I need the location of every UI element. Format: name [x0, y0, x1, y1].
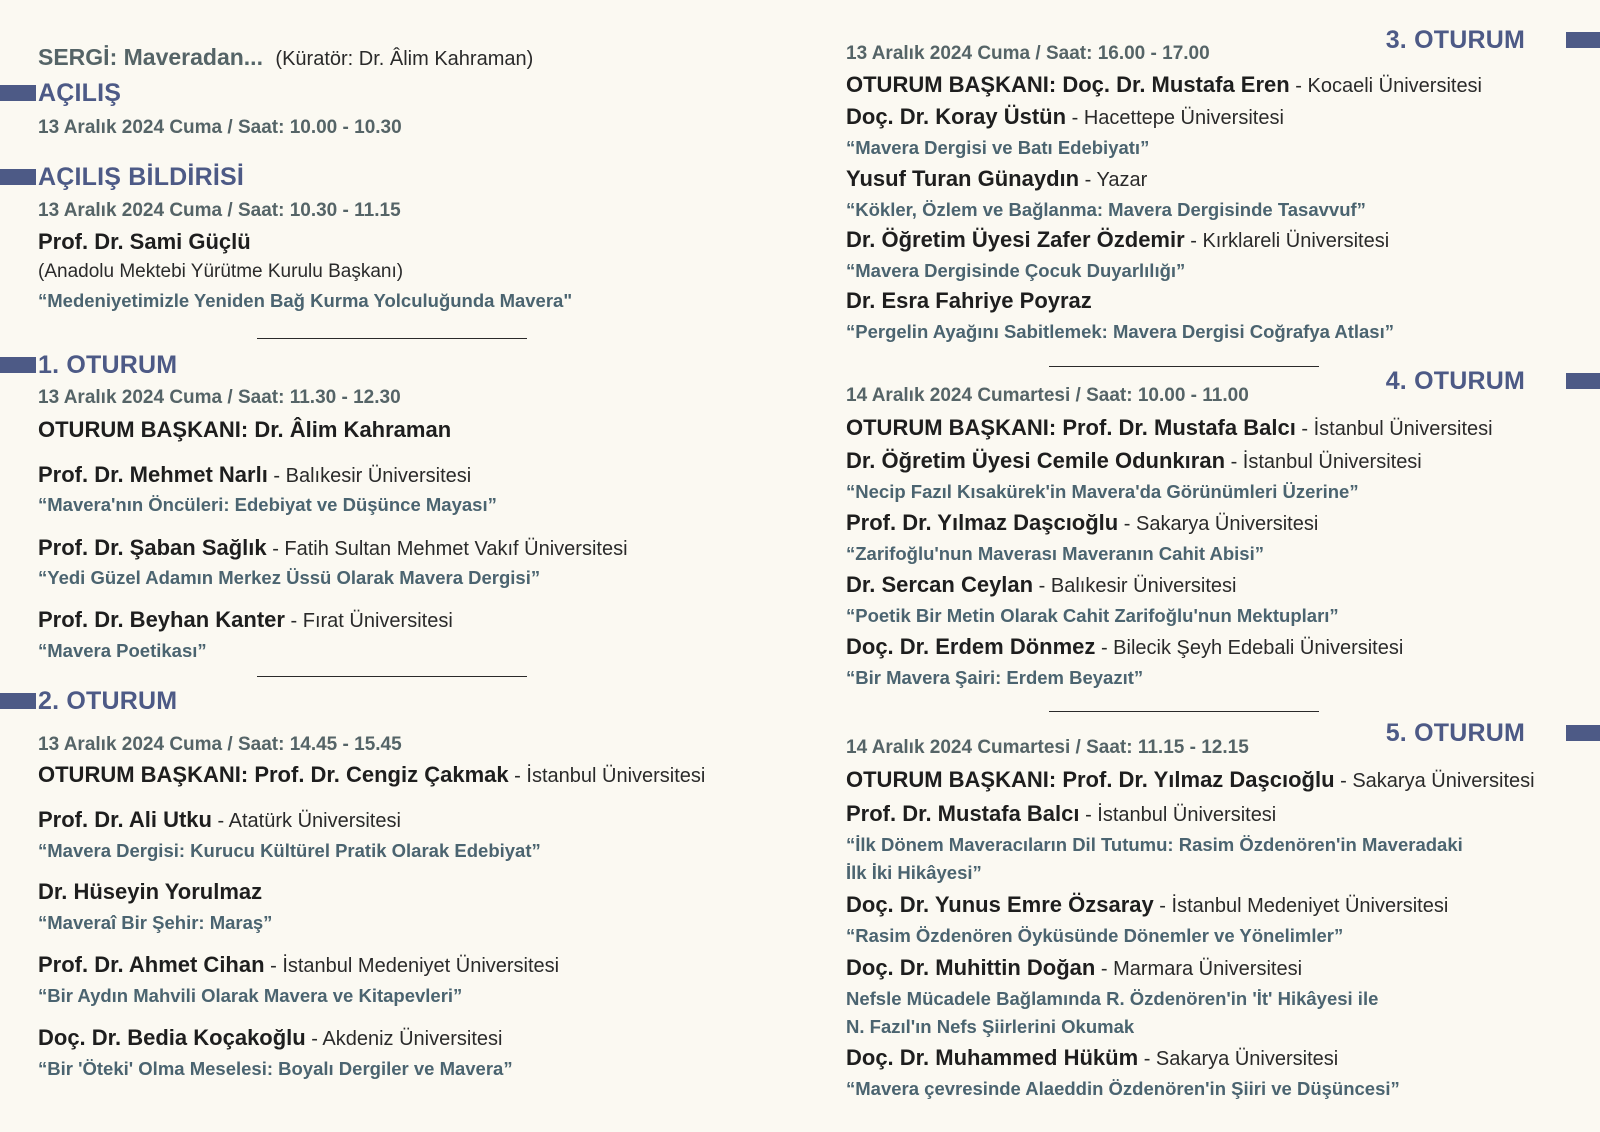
speaker-affiliation: - Atatürk Üniversitesi	[211, 810, 401, 832]
talk-title: Nefsle Mücadele Bağlamında R. Özdenören'in 'İt' Hikâyesi ile	[846, 988, 1379, 1009]
session-3-chair: OTURUM BAŞKANI: Doç. Dr. Mustafa Eren	[846, 72, 1290, 97]
speaker-affiliation: - İstanbul Medeniyet Üniversitesi	[1153, 895, 1449, 917]
speaker-name: Dr. Esra Fahriye Poyraz	[846, 288, 1092, 313]
chair-affiliation: - İstanbul Üniversitesi	[1295, 418, 1493, 440]
session-1-date: 13 Aralık 2024 Cuma / Saat: 11.30 - 12.30	[38, 387, 401, 408]
speaker-affiliation: - Sakarya Üniversitesi	[1138, 1048, 1339, 1070]
speaker-name: Prof. Dr. Mehmet Narlı	[38, 462, 268, 487]
talk-speaker-line	[38, 462, 471, 488]
session-5-chair-line	[846, 767, 1535, 793]
chair-affiliation: - Kocaeli Üniversitesi	[1289, 75, 1483, 97]
talk-title: “Bir 'Öteki' Olma Meselesi: Boyalı Dergiler ve Mavera”	[38, 1058, 513, 1079]
talk-title: “Mavera Dergisi ve Batı Edebiyatı”	[846, 137, 1150, 158]
talk-speaker-line	[38, 879, 262, 905]
chair-affiliation: - Sakarya Üniversitesi	[1334, 770, 1535, 792]
session-3-chair-line	[846, 72, 1482, 98]
talk-speaker-line	[846, 227, 1389, 253]
talk-speaker-line	[38, 607, 453, 633]
section-heading-session-1: 1. OTURUM	[38, 351, 178, 379]
speaker-name: Doç. Dr. Koray Üstün	[846, 104, 1067, 129]
section-heading-session-4: 4. OTURUM	[1385, 367, 1525, 395]
session-3-date: 13 Aralık 2024 Cuma / Saat: 16.00 - 17.00	[846, 43, 1210, 64]
talk-speaker-line	[38, 952, 559, 978]
talk-speaker-line	[846, 572, 1237, 598]
speaker-name: Prof. Dr. Yılmaz Daşcıoğlu	[846, 510, 1119, 535]
talk-speaker-line	[846, 166, 1147, 192]
session-2-chair-line	[38, 762, 705, 788]
opening-date: 13 Aralık 2024 Cuma / Saat: 10.00 - 10.30	[38, 117, 402, 138]
speaker-affiliation: - Akdeniz Üniversitesi	[305, 1028, 503, 1050]
speaker-name: Prof. Dr. Mustafa Balcı	[846, 801, 1080, 826]
talk-title: “Necip Fazıl Kısakürek'in Mavera'da Görünümleri Üzerine”	[846, 481, 1359, 502]
talk-title: “Kökler, Özlem ve Bağlanma: Mavera Dergisinde Tasavvuf”	[846, 199, 1366, 220]
exhibition-label: SERGİ: Maveradan...	[38, 44, 263, 70]
exhibition-curator: (Küratör: Dr. Âlim Kahraman)	[275, 48, 534, 70]
speaker-name: Doç. Dr. Yunus Emre Özsaray	[846, 892, 1154, 917]
talk-speaker-line	[846, 634, 1403, 660]
talk-title: “Rasim Özdenören Öyküsünde Dönemler ve Yönelimler”	[846, 925, 1344, 946]
talk-title: “Pergelin Ayağını Sabitlemek: Mavera Dergisi Coğrafya Atlası”	[846, 321, 1394, 342]
talk-speaker-line	[38, 535, 628, 561]
section-heading-opening: AÇILIŞ	[38, 79, 122, 107]
session-5-chair: OTURUM BAŞKANI: Prof. Dr. Yılmaz Daşcıoğlu	[846, 767, 1335, 792]
talk-title: “Bir Aydın Mahvili Olarak Mavera ve Kitapevleri”	[38, 985, 463, 1006]
speaker-affiliation: - İstanbul Üniversitesi	[1079, 804, 1277, 826]
section-heading-opening-speech: AÇILIŞ BİLDİRİSİ	[38, 163, 244, 191]
talk-speaker-line	[846, 801, 1276, 827]
session-4-date: 14 Aralık 2024 Cumartesi / Saat: 10.00 - 11.00	[846, 385, 1249, 406]
divider	[257, 676, 527, 677]
speaker-name: Prof. Dr. Ahmet Cihan	[38, 952, 265, 977]
section-marker-bar	[0, 357, 36, 373]
section-marker-bar	[1566, 32, 1600, 48]
section-heading-session-3: 3. OTURUM	[1385, 26, 1525, 54]
talk-speaker-line	[846, 955, 1302, 981]
divider	[257, 338, 527, 339]
speaker-name: Prof. Dr. Ali Utku	[38, 807, 212, 832]
talk-title: “Mavera Dergisinde Çocuk Duyarlılığı”	[846, 260, 1186, 281]
session-4-chair-line	[846, 415, 1493, 441]
speaker-name: Dr. Hüseyin Yorulmaz	[38, 879, 263, 904]
speaker-name: Doç. Dr. Muhammed Hüküm	[846, 1045, 1139, 1070]
talk-title: “Poetik Bir Metin Olarak Cahit Zarifoğlu'nun Mektupları”	[846, 605, 1339, 626]
speaker-affiliation: - Hacettepe Üniversitesi	[1066, 107, 1284, 129]
speaker-name: Yusuf Turan Günaydın	[846, 166, 1080, 191]
speaker-affiliation: - Kırklareli Üniversitesi	[1184, 230, 1390, 252]
talk-title: “Maveraî Bir Şehir: Maraş”	[38, 912, 273, 933]
speaker-affiliation: - Yazar	[1079, 169, 1148, 191]
talk-title: “Zarifoğlu'nun Maverası Maveranın Cahit Abisi”	[846, 543, 1264, 564]
talk-speaker-line	[38, 807, 401, 833]
speaker-affiliation: - İstanbul Üniversitesi	[1225, 451, 1422, 473]
talk-title-continued: N. Fazıl'ın Nefs Şiirlerini Okumak	[846, 1016, 1135, 1037]
speaker-affiliation: - Marmara Üniversitesi	[1095, 958, 1303, 980]
speaker-affiliation: - Sakarya Üniversitesi	[1118, 513, 1319, 535]
talk-title: “Medeniyetimizle Yeniden Bağ Kurma Yolculuğunda Mavera"	[38, 290, 573, 311]
talk-title: “Yedi Güzel Adamın Merkez Üssü Olarak Mavera Dergisi”	[38, 567, 541, 588]
speaker-affiliation: - Fatih Sultan Mehmet Vakıf Üniversitesi	[266, 538, 628, 560]
session-1-chair: OTURUM BAŞKANI: Dr. Âlim Kahraman	[38, 417, 452, 442]
session-2-date: 13 Aralık 2024 Cuma / Saat: 14.45 - 15.45	[38, 734, 402, 755]
speaker-affiliation: - İstanbul Medeniyet Üniversitesi	[264, 955, 560, 977]
session-4-chair: OTURUM BAŞKANI: Prof. Dr. Mustafa Balcı	[846, 415, 1296, 440]
chair-affiliation: - İstanbul Üniversitesi	[508, 765, 706, 787]
talk-speaker-line	[846, 892, 1448, 918]
section-heading-session-5: 5. OTURUM	[1385, 719, 1525, 747]
talk-title: “Mavera Poetikası”	[38, 640, 207, 661]
talk-title-continued: İlk İki Hikâyesi”	[846, 862, 982, 883]
divider	[1049, 711, 1319, 712]
session-2-chair: OTURUM BAŞKANI: Prof. Dr. Cengiz Çakmak	[38, 762, 509, 787]
section-marker-bar	[0, 85, 36, 101]
speaker-name: Doç. Dr. Muhittin Doğan	[846, 955, 1096, 980]
talk-speaker-line	[38, 1025, 502, 1051]
talk-speaker-line	[846, 448, 1422, 474]
speaker-name: Prof. Dr. Sami Güçlü	[38, 229, 251, 254]
section-marker-bar	[1566, 373, 1600, 389]
talk-speaker-line	[846, 104, 1284, 130]
speaker-name: Dr. Öğretim Üyesi Cemile Odunkıran	[846, 448, 1226, 473]
talk-title: “Mavera Dergisi: Kurucu Kültürel Pratik Olarak Edebiyat”	[38, 840, 541, 861]
speaker-affiliation: - Balıkesir Üniversitesi	[267, 465, 472, 487]
speaker-affiliation: - Balıkesir Üniversitesi	[1033, 575, 1237, 597]
section-heading-session-2: 2. OTURUM	[38, 687, 178, 715]
speaker-name: Dr. Sercan Ceylan	[846, 572, 1034, 597]
speaker-affiliation: - Bilecik Şeyh Edebali Üniversitesi	[1095, 637, 1404, 659]
section-marker-bar	[1566, 725, 1600, 741]
talk-title: “Mavera'nın Öncüleri: Edebiyat ve Düşünce Mayası”	[38, 494, 497, 515]
talk-title: “Bir Mavera Şairi: Erdem Beyazıt”	[846, 667, 1144, 688]
talk-title: “İlk Dönem Maveracıların Dil Tutumu: Rasim Özdenören'in Maveradaki	[846, 834, 1463, 855]
section-marker-bar	[0, 693, 36, 709]
speaker-affiliation: - Fırat Üniversitesi	[284, 610, 453, 632]
section-marker-bar	[0, 169, 36, 185]
speaker-name: Dr. Öğretim Üyesi Zafer Özdemir	[846, 227, 1185, 252]
speaker-name: Doç. Dr. Bedia Koçakoğlu	[38, 1025, 306, 1050]
session-5-date: 14 Aralık 2024 Cumartesi / Saat: 11.15 - 12.15	[846, 737, 1249, 758]
opening-speech-date: 13 Aralık 2024 Cuma / Saat: 10.30 - 11.15	[38, 200, 401, 221]
speaker-name: Prof. Dr. Beyhan Kanter	[38, 607, 285, 632]
speaker-name: Prof. Dr. Şaban Sağlık	[38, 535, 267, 560]
talk-speaker-line	[846, 288, 1092, 314]
speaker-name: Doç. Dr. Erdem Dönmez	[846, 634, 1096, 659]
talk-speaker-line	[846, 510, 1318, 536]
divider	[1049, 366, 1319, 367]
talk-speaker-line	[846, 1045, 1338, 1071]
exhibition-line	[38, 44, 533, 71]
speaker-role: (Anadolu Mektebi Yürütme Kurulu Başkanı)	[38, 261, 404, 282]
talk-title: “Mavera çevresinde Alaeddin Özdenören'in Şiiri ve Düşüncesi”	[846, 1078, 1400, 1099]
